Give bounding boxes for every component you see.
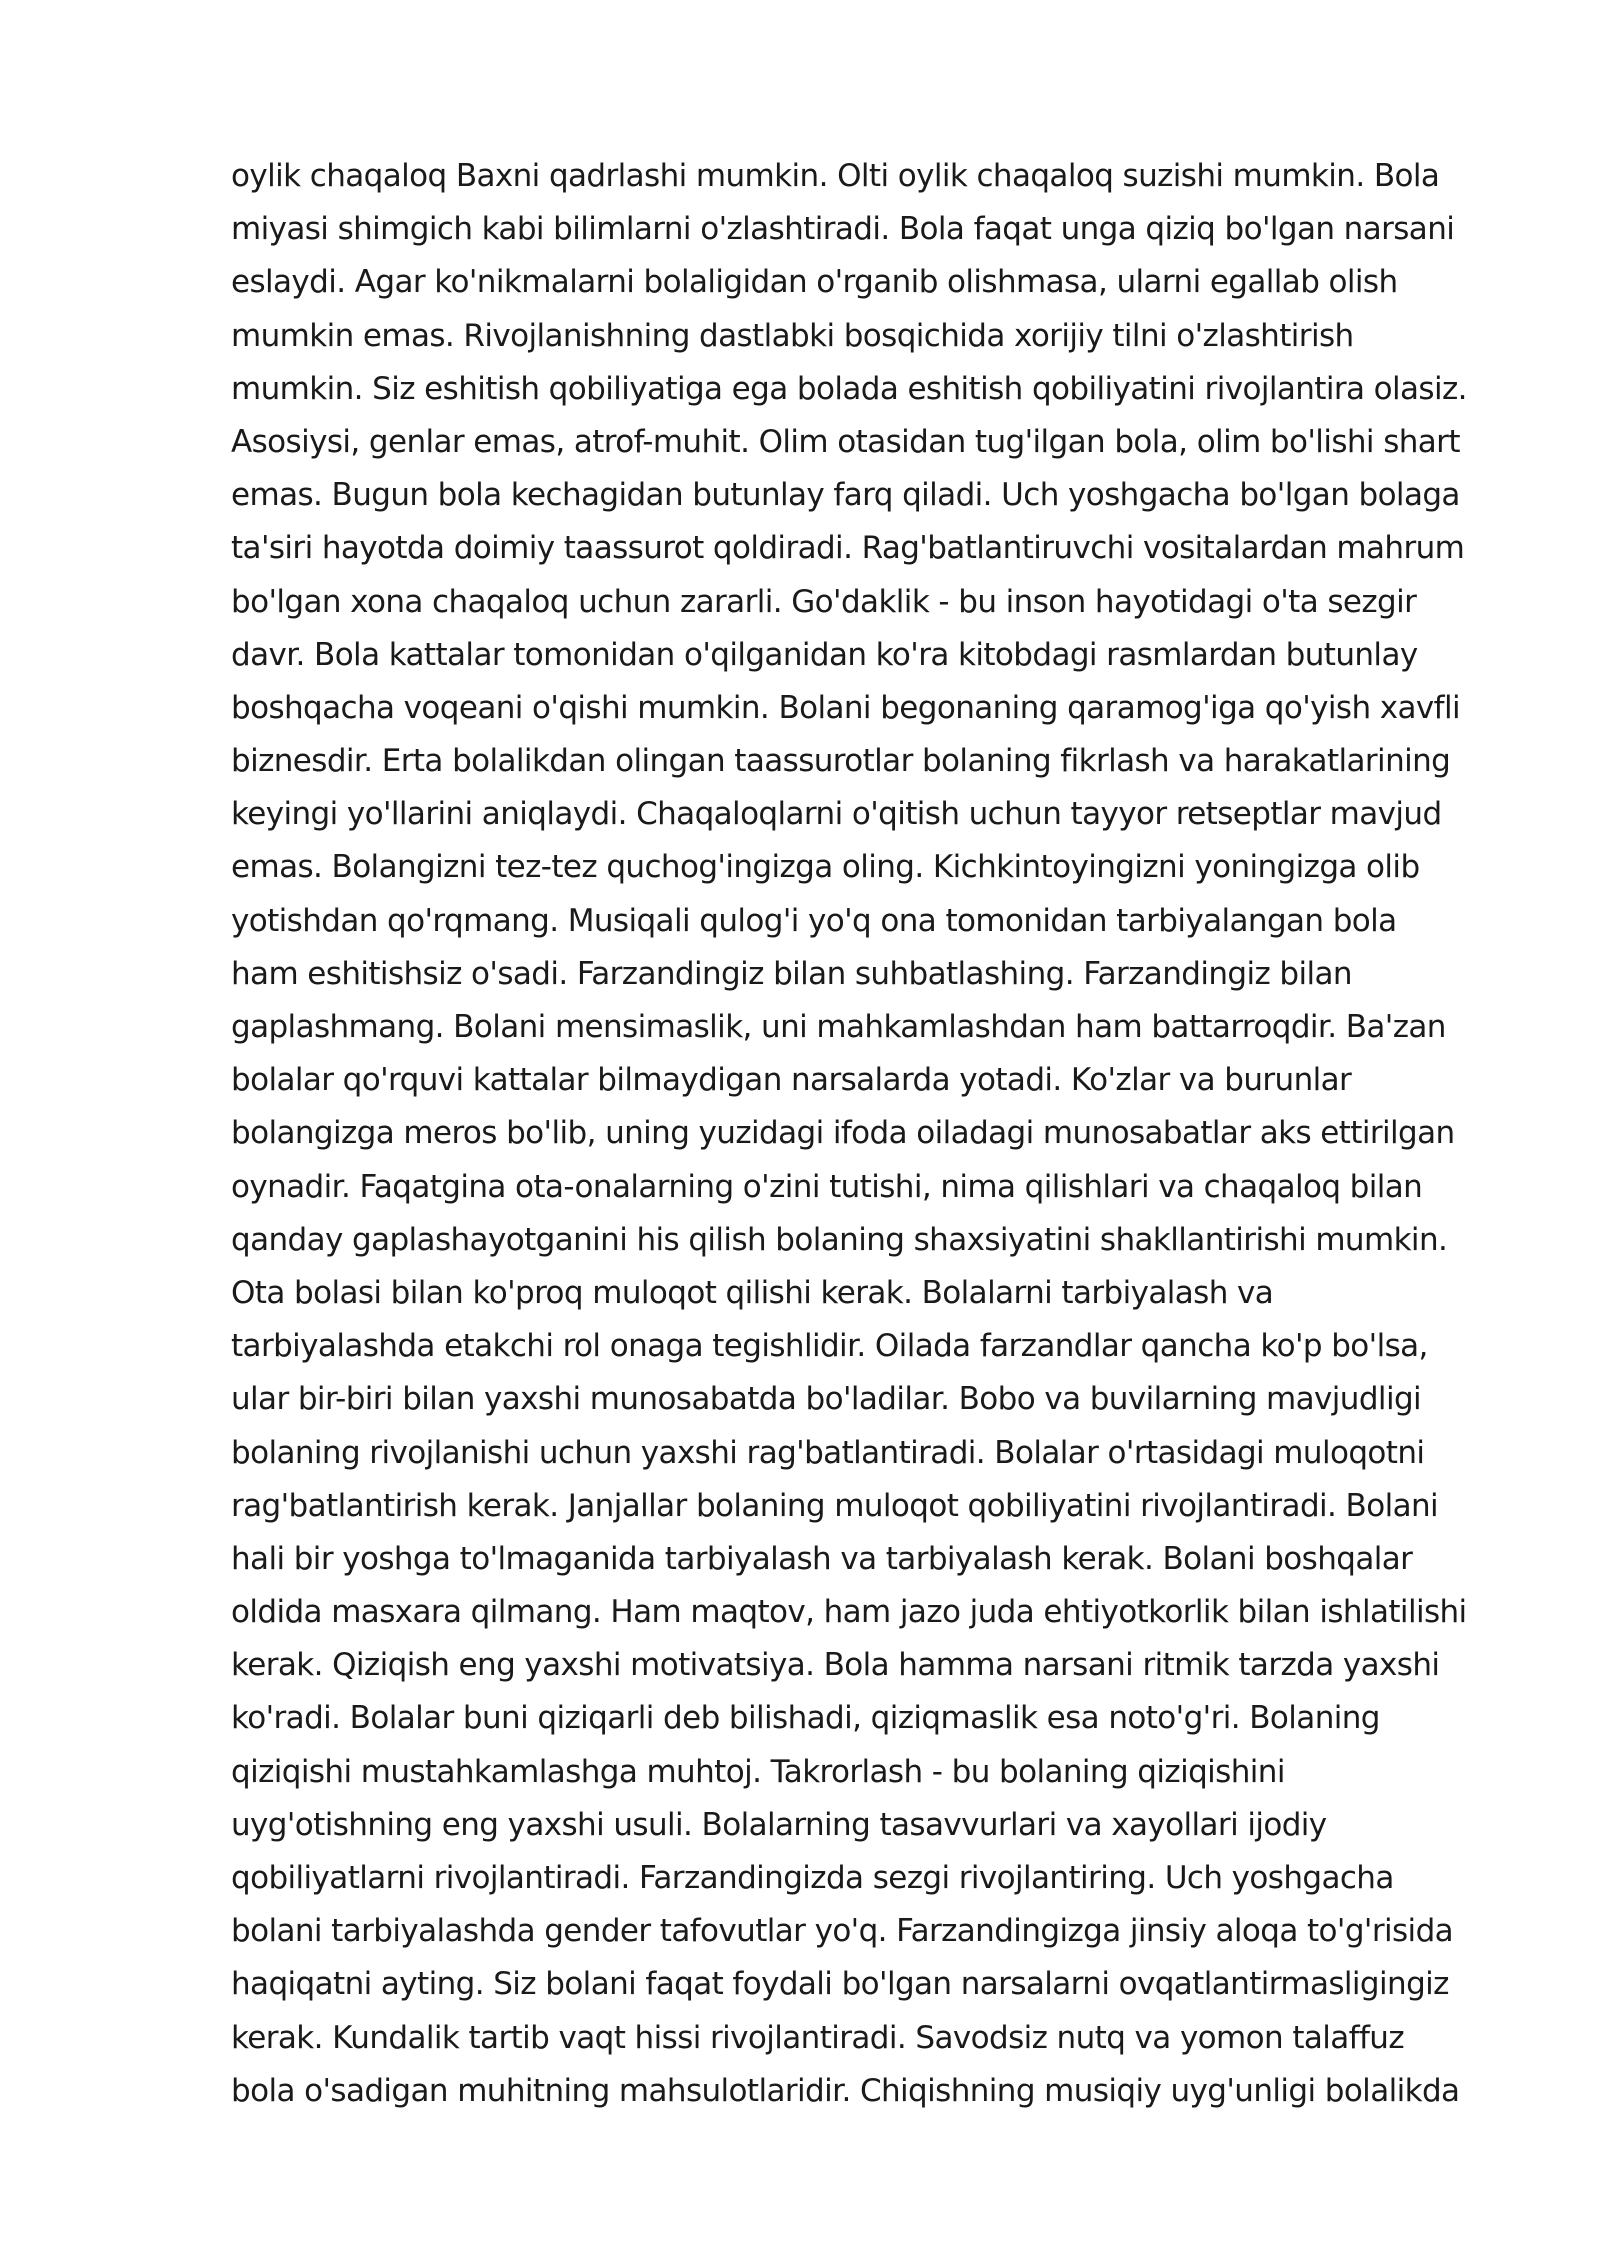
text-line: emas. Bugun bola kechagidan butunlay farq qiladi. Uch yoshgacha bo'lgan bolaga bbox=[231, 477, 1460, 514]
text-line: Asosiysi, genlar emas, atrof-muhit. Olim otasidan tug'ilgan bola, olim bo'lishi shart bbox=[231, 423, 1460, 460]
text-line: keyingi yo'llarini aniqlaydi. Chaqaloqlarni o'qitish uchun tayyor retseptlar mavjud bbox=[231, 796, 1442, 833]
text-line: bolaning rivojlanishi uchun yaxshi rag'batlantiradi. Bolalar o'rtasidagi muloqotni bbox=[231, 1434, 1425, 1471]
text-line: bo'lgan xona chaqaloq uchun zararli. Go'daklik - bu inson hayotidagi o'ta sezgir bbox=[231, 583, 1417, 620]
text-line: qanday gaplashayotganini his qilish bolaning shaxsiyatini shakllantirishi mumkin. bbox=[231, 1221, 1448, 1258]
text-line: bolangizga meros bo'lib, uning yuzidagi ifoda oiladagi munosabatlar aks ettirilgan bbox=[231, 1115, 1455, 1152]
text-line: davr. Bola kattalar tomonidan o'qilganidan ko'ra kitobdagi rasmlardan butunlay bbox=[231, 636, 1418, 673]
text-line: rag'batlantirish kerak. Janjallar bolaning muloqot qobiliyatini rivojlantiradi. Bolani bbox=[231, 1487, 1439, 1524]
text-line: bola o'sadigan muhitning mahsulotlaridir. Chiqishning musiqiy uyg'unligi bolalikda bbox=[231, 2072, 1460, 2109]
text-line: uyg'otishning eng yaxshi usuli. Bolalarning tasavvurlari va xayollari ijodiy bbox=[231, 1806, 1327, 1843]
text-line: miyasi shimgich kabi bilimlarni o'zlashtiradi. Bola faqat unga qiziq bo'lgan narsani bbox=[231, 211, 1455, 248]
text-line: oynadir. Faqatgina ota-onalarning o'zini tutishi, nima qilishlari va chaqaloq bilan bbox=[231, 1168, 1423, 1205]
text-line: hali bir yoshga to'lmaganida tarbiyalash va tarbiyalash kerak. Bolani boshqalar bbox=[231, 1540, 1413, 1577]
text-line: ham eshitishsiz o'sadi. Farzandingiz bilan suhbatlashing. Farzandingiz bilan bbox=[231, 955, 1352, 992]
text-line: ko'radi. Bolalar buni qiziqarli deb bilishadi, qiziqmaslik esa noto'g'ri. Bolaning bbox=[231, 1700, 1380, 1737]
text-line: haqiqatni ayting. Siz bolani faqat foydali bo'lgan narsalarni ovqatlantirmasligingiz bbox=[231, 1966, 1449, 2003]
text-line: mumkin. Siz eshitish qobiliyatiga ega bolada eshitish qobiliyatini rivojlantira olasiz. bbox=[231, 370, 1467, 407]
text-line: oylik chaqaloq Baxni qadrlashi mumkin. Olti oylik chaqaloq suzishi mumkin. Bola bbox=[231, 158, 1440, 194]
text-line: ular bir-biri bilan yaxshi munosabatda bo'ladilar. Bobo va buvilarning mavjudligi bbox=[231, 1381, 1422, 1418]
text-line: qiziqishi mustahkamlashga muhtoj. Takrorlash - bu bolaning qiziqishini bbox=[231, 1753, 1285, 1790]
text-line: oldida masxara qilmang. Ham maqtov, ham jazo juda ehtiyotkorlik bilan ishlatilishi bbox=[231, 1594, 1467, 1631]
text-line: bolani tarbiyalashda gender tafovutlar yo'q. Farzandingizga jinsiy aloqa to'g'risida bbox=[231, 1913, 1454, 1950]
text-line: kerak. Qiziqish eng yaxshi motivatsiya. Bola hamma narsani ritmik tarzda yaxshi bbox=[231, 1647, 1440, 1684]
text-line: gaplashmang. Bolani mensimaslik, uni mahkamlashdan ham battarroqdir. Ba'zan bbox=[231, 1009, 1446, 1045]
text-line: Ota bolasi bilan ko'proq muloqot qilishi kerak. Bolalarni tarbiyalash va bbox=[231, 1274, 1274, 1311]
text-line: yotishdan qo'rqmang. Musiqali qulog'i yo'q ona tomonidan tarbiyalangan bola bbox=[231, 902, 1397, 939]
text-line: eslaydi. Agar ko'nikmalarni bolaligidan o'rganib olishmasa, ularni egallab olish bbox=[231, 264, 1398, 301]
text-line: mumkin emas. Rivojlanishning dastlabki bosqichida xorijiy tilni o'zlashtirish bbox=[231, 317, 1354, 354]
text-line: qobiliyatlarni rivojlantiradi. Farzandingizda sezgi rivojlantiring. Uch yoshgacha bbox=[231, 1860, 1394, 1896]
text-line: kerak. Kundalik tartib vaqt hissi rivojlantiradi. Savodsiz nutq va yomon talaffuz bbox=[231, 2019, 1405, 2056]
text-line: boshqacha voqeani o'qishi mumkin. Bolani begonaning qaramog'iga qo'yish xavfli bbox=[231, 689, 1460, 726]
body-text bbox=[231, 150, 1531, 2118]
text-line: bolalar qo'rquvi kattalar bilmaydigan narsalarda yotadi. Ko'zlar va burunlar bbox=[231, 1062, 1352, 1099]
text-line: biznesdir. Erta bolalikdan olingan taassurotlar bolaning fikrlash va harakatlarining bbox=[231, 743, 1451, 780]
text-line: ta'siri hayotda doimiy taassurot qoldiradi. Rag'batlantiruvchi vositalardan mahrum bbox=[231, 530, 1465, 567]
text-line: tarbiyalashda etakchi rol onaga tegishlidir. Oilada farzandlar qancha ko'p bo'lsa, bbox=[231, 1328, 1428, 1365]
text-line: emas. Bolangizni tez-tez quchog'ingizga oling. Kichkintoyingizni yoningizga olib bbox=[231, 849, 1420, 886]
